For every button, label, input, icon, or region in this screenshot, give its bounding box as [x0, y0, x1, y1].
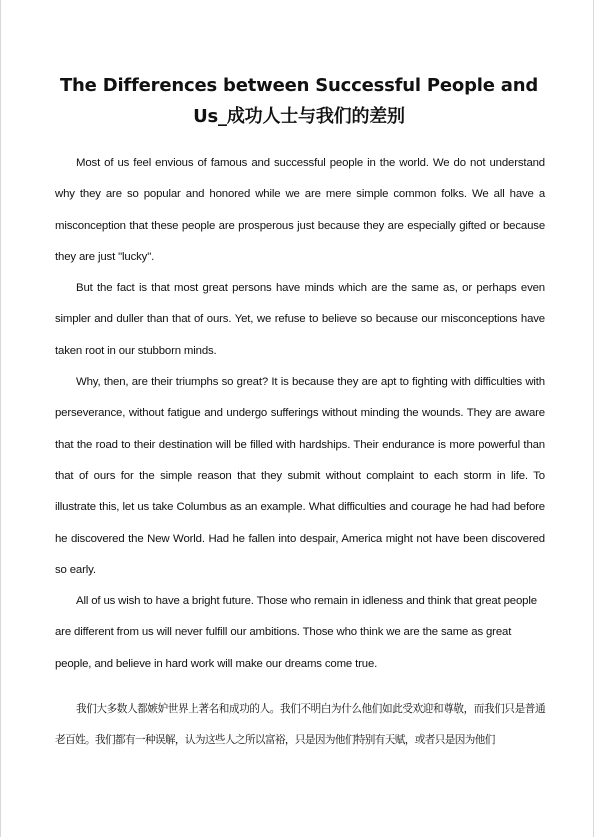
- document-body: [55, 148, 545, 680]
- paragraph-3: Why, then, are their triumphs so great? It is because they are apt to fighting with difficulties with perseverance, without fatigue and undergo sufferings without minding the wounds. They are aware that the road to their destination will be filled with hardships. Their endurance is more powerful than that of ours for the simple reason that they submit without complaint to each storm in life. To illustrate this, let us take Columbus as an example. What difficulties and courage he had had before he discovered the New World. Had he fallen into despair, America might not have been discovered so early.: [55, 376, 545, 576]
- paragraph-4: All of us wish to have a bright future. Those who remain in idleness and think that great people are different from us will never fulfill our ambitions. Those who think we are the same as great people, and believe in hard work will make our dreams come true.: [55, 595, 537, 670]
- paragraph-2: But the fact is that most great persons have minds which are the same as, or perhaps even simpler and duller than that of ours. Yet, we refuse to believe so because our misconceptions have taken root in our stubborn minds.: [55, 282, 545, 357]
- paragraph-1: Most of us feel envious of famous and successful people in the world. We do not understand why they are so popular and honored while we are mere simple common folks. We all have a misconception that these people are prosperous just because they are especially gifted or because they are just "lucky".: [55, 157, 545, 263]
- document-title: The Differences between Successful People and Us_成功人士与我们的差别: [59, 75, 539, 127]
- chinese-paragraph: 我们大多数人都嫉妒世界上著名和成功的人。我们不明白为什么他们如此受欢迎和尊敬，而我们只是普通老百姓。我们都有一种误解，认为这些人之所以富裕，只是因为他们特别有天赋，或者只是因为他们: [55, 703, 545, 746]
